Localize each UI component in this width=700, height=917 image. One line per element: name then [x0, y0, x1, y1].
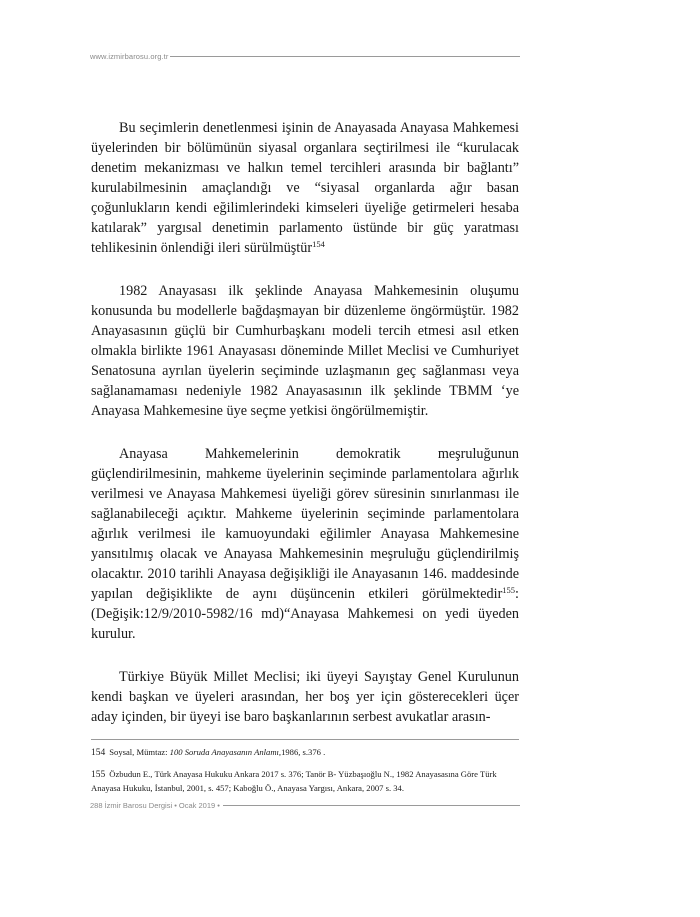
footnote-ref-155[interactable]: 155 — [502, 585, 516, 595]
body-text — [91, 118, 519, 727]
paragraph-1 — [91, 118, 519, 258]
page-footer — [90, 801, 520, 810]
paragraph-1-text: Bu seçimlerin denetlenmesi işinin de Anayasada Anayasa Mahkemesi üyelerinden bir bölümünün siyasal organlara seçtirilmesi ile “kurulacak denetim mekanizması ve halkın temel tercihleri arasında bir bağlantı” kurulabilmesinin amaçlandığı ve “siyasal organlarda ağır basan çoğunlukların kendi eğilimlerindeki kimseleri üyeliğe getirmeleri hesaba katılarak” yargısal denetimin parlamento üstünde bir güç yaratması tehlikesinin önlendiği ileri sürülmüştür — [91, 120, 519, 256]
footnote-ref-154[interactable]: 154 — [312, 239, 325, 249]
footnote-book-title: 100 Soruda Anayasanın Anlamı, — [169, 747, 282, 757]
footnote-text-after: 1986, s.376 . — [281, 747, 326, 757]
footnote-number: 155 — [91, 770, 106, 780]
paragraph-3-text: Anayasa Mahkemelerinin demokratik meşruluğunun güçlendirilmesinin, mahkeme üyelerinin seçiminde parlamentolara ağırlık verilmesi ve Anayasa Mahkemesi üyeliği görev süresinin sınırlanması ile sağlanabileceği açıktır. Mahkeme üyelerinin seçiminde parlamentolara ağırlık verilmesi ile kamuoyundaki eğilimler Anayasa Mahkemesine yansıtılmış olacak ve Anayasa Mahkemesinin meşruluğu güçlendirilmiş olacaktır. 2010 tarihli Anayasa değişikliği ile Anayasanın 146. maddesinde yapılan değişiklikte de aynı düşüncenin etkileri görülmektedir — [91, 446, 519, 602]
footnote-text: Soysal, Mümtaz: — [109, 747, 170, 757]
header-rule — [170, 56, 520, 57]
paragraph-2-text: 1982 Anayasası ilk şeklinde Anayasa Mahkemesinin oluşumu konusunda bu modellerle bağdaşmayan bir düzenleme öngörmüştür. 1982 Anayasasının güçlü bir Cumhurbaşkanı modeli tercih etmesi asıl etken olmakla birlikte 1961 Anayasası döneminde Millet Meclisi ve Cumhuriyet Senatosuna ayrılan üyelerin seçiminde uzlaşmanın geç sağlanması veya sağlanamaması nedeniyle 1982 Anayasasının ilk şeklinde TBMM ‘ye Anayasa Mahkemesine üye seçme yetkisi öngörülmemiştir. — [91, 283, 519, 419]
paragraph-4 — [91, 667, 519, 727]
footnote-text: Özbudun E., Türk Anayasa Hukuku Ankara 2017 s. 376; Tanör B- Yüzbaşıoğlu N., 1982 Anayasasına Göre Türk Anayasa Hukuku, İstanbul, 2001, s. 457; Kaboğlu Ö., Anayasa Yargısı, Ankara, 2007 s. 34. — [91, 769, 497, 793]
footnote-155 — [91, 768, 519, 795]
footnote-154 — [91, 746, 519, 760]
footnote-number: 154 — [91, 748, 106, 758]
paragraph-2 — [91, 281, 519, 421]
header-url: www.izmirbarosu.org.tr — [90, 52, 169, 61]
paragraph-4-text: Türkiye Büyük Millet Meclisi; iki üyeyi Sayıştay Genel Kurulunun kendi başkan ve üyeleri arasından, her boş yer için gösterecekleri üçer aday içinden, bir üyeyi ise baro başkanlarının serbest avukatlar arasın- — [91, 669, 519, 725]
footer-page-info: 288 İzmir Barosu Dergisi • Ocak 2019 • — [90, 801, 220, 810]
footer-rule — [223, 805, 520, 806]
paragraph-3-text-after: : (Değişik:12/9/2010-5982/16 md)“Anayasa Mahkemesi on yedi üyeden kurulur. — [91, 586, 519, 642]
page-header — [90, 52, 520, 61]
footnote-separator — [91, 739, 519, 740]
paragraph-3 — [91, 444, 519, 644]
